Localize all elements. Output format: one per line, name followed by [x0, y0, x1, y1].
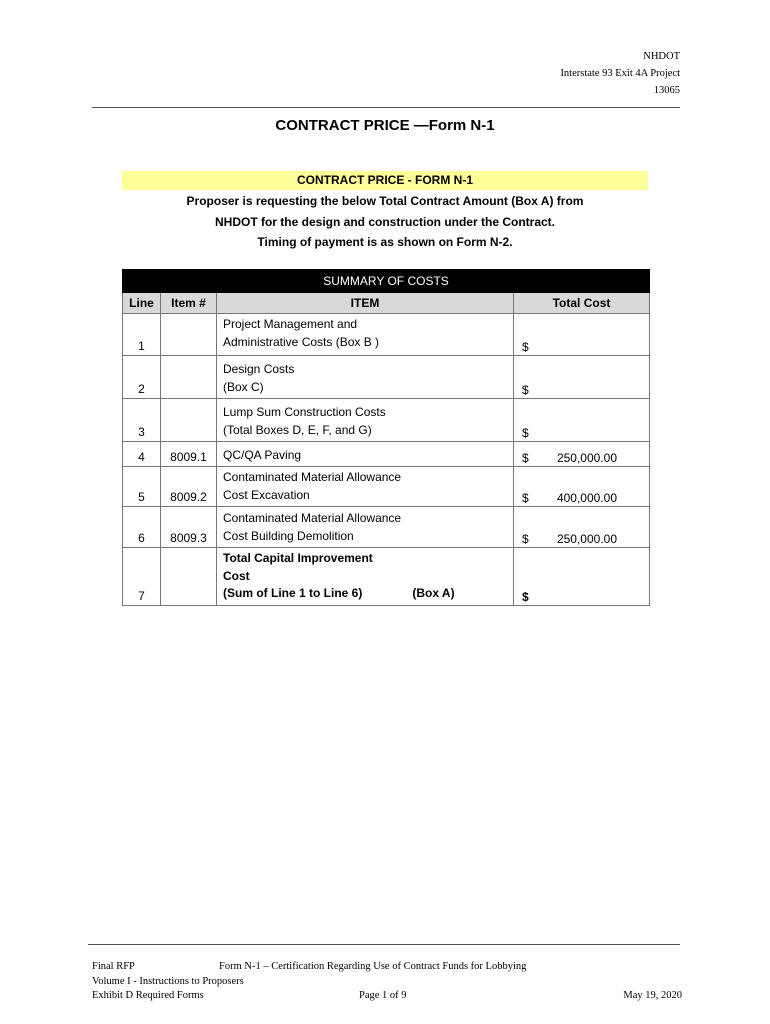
table-row — [123, 507, 650, 548]
table-row-total — [123, 548, 650, 606]
desc-line: Cost Excavation — [223, 487, 310, 502]
desc-line: Administrative Costs (Box B ) — [223, 334, 380, 349]
line-number: 2 — [123, 356, 161, 399]
header-total-cost: Total Cost — [514, 293, 650, 314]
form-heading: CONTRACT PRICE - FORM N-1 — [122, 171, 648, 190]
desc-line: Cost — [223, 568, 250, 583]
line-number: 6 — [123, 507, 161, 548]
footer-exhibit: Exhibit D Required Forms — [92, 990, 204, 1001]
item-description — [217, 442, 514, 467]
dollar-sign: $ — [522, 589, 529, 604]
desc-line: Project Management and — [223, 317, 358, 331]
line-number: 7 — [123, 548, 161, 606]
dollar-sign: $ — [522, 532, 529, 546]
footer-page-number: Page 1 of 9 — [359, 990, 407, 1001]
dollar-sign: $ — [522, 383, 529, 397]
page-header — [560, 48, 680, 99]
cost-cell[interactable] — [514, 356, 650, 399]
desc-line: Cost Building Demolition — [223, 528, 354, 543]
line-number: 4 — [123, 442, 161, 467]
item-number — [161, 399, 217, 442]
intro-line: NHDOT for the design and construction under the Contract. — [214, 214, 555, 229]
page-title: CONTRACT PRICE —Form N-1 — [275, 117, 495, 134]
table-row — [123, 399, 650, 442]
table-row — [123, 442, 650, 467]
desc-line: Contaminated Material Allowance — [223, 470, 402, 484]
desc-line: QC/QA Paving — [223, 447, 302, 462]
line-number: 1 — [123, 314, 161, 356]
cost-cell[interactable] — [514, 467, 650, 507]
item-number — [161, 548, 217, 606]
cost-amount: 250,000.00 — [556, 451, 618, 465]
table-banner-row — [123, 270, 650, 293]
box-a-label: (Box A) — [412, 586, 455, 600]
footer-date: May 19, 2020 — [623, 990, 682, 1001]
line-number: 5 — [123, 467, 161, 507]
line-number: 3 — [123, 399, 161, 442]
dollar-sign: $ — [522, 451, 529, 465]
header-divider — [92, 107, 680, 108]
desc-line: Lump Sum Construction Costs — [223, 405, 386, 419]
dollar-sign: $ — [522, 491, 529, 505]
cost-amount: 400,000.00 — [556, 491, 618, 505]
header-line: Line — [123, 293, 161, 314]
desc-line: (Box C) — [223, 379, 264, 394]
footer-rfp: Final RFP — [92, 961, 135, 972]
footer-form-title: Form N-1 – Certification Regarding Use of Contract Funds for Lobbying — [219, 961, 527, 972]
header-project: Interstate 93 Exit 4A Project — [560, 68, 680, 79]
cost-cell[interactable] — [514, 442, 650, 467]
item-description — [217, 356, 514, 399]
desc-line: (Total Boxes D, E, F, and G) — [223, 422, 372, 437]
desc-line: Design Costs — [223, 362, 295, 376]
desc-line — [223, 585, 513, 603]
item-description — [217, 507, 514, 548]
cost-cell[interactable] — [514, 314, 650, 356]
cost-cell[interactable] — [514, 507, 650, 548]
dollar-sign: $ — [522, 426, 529, 440]
intro-line: Proposer is requesting the below Total Contract Amount (Box A) from — [186, 194, 584, 208]
cost-amount: 250,000.00 — [556, 532, 618, 546]
table-row — [123, 314, 650, 356]
item-description — [217, 399, 514, 442]
desc-line: Total Capital Improvement — [223, 551, 373, 565]
desc-line: Contaminated Material Allowance — [223, 511, 402, 525]
table-banner: SUMMARY OF COSTS — [123, 270, 650, 293]
cost-cell[interactable] — [514, 548, 650, 606]
header-org: NHDOT — [643, 51, 680, 62]
footer-volume: Volume I - Instructions to Proposers — [92, 975, 244, 987]
cost-cell[interactable] — [514, 399, 650, 442]
header-item-number: Item # — [161, 293, 217, 314]
item-number — [161, 314, 217, 356]
intro-text — [122, 191, 648, 253]
table-header-row — [123, 293, 650, 314]
item-description — [217, 467, 514, 507]
table-row — [123, 467, 650, 507]
summary-of-costs-table — [122, 269, 650, 606]
page-footer — [92, 960, 682, 1004]
item-number: 8009.3 — [161, 507, 217, 548]
item-description — [217, 314, 514, 356]
footer-divider — [88, 944, 680, 945]
dollar-sign: $ — [522, 340, 529, 354]
item-description — [217, 548, 514, 606]
table-row — [123, 356, 650, 399]
header-number: 13065 — [653, 85, 680, 96]
item-number: 8009.2 — [161, 467, 217, 507]
item-number — [161, 356, 217, 399]
sum-note: (Sum of Line 1 to Line 6) — [223, 586, 363, 600]
header-item: ITEM — [217, 293, 514, 314]
item-number: 8009.1 — [161, 442, 217, 467]
intro-line: Timing of payment is as shown on Form N-2. — [257, 235, 513, 249]
